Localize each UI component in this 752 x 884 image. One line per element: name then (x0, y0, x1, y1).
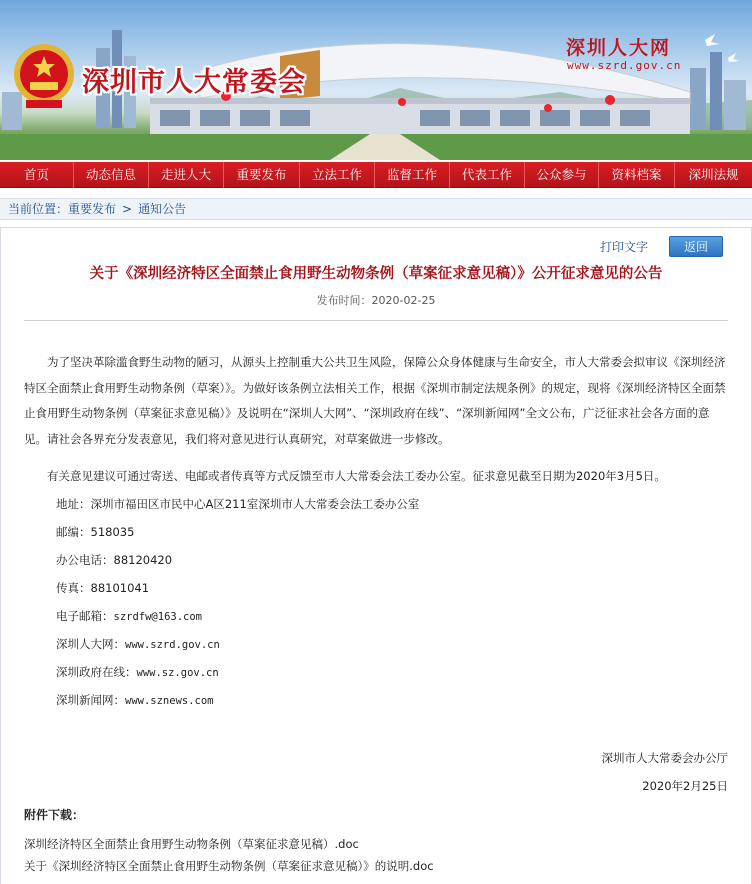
breadcrumb-item-releases[interactable]: 重要发布 (68, 202, 117, 216)
contact-value: 88120420 (113, 553, 173, 567)
contact-value[interactable]: szrdfw@163.com (113, 611, 203, 623)
contact-label: 电子邮箱： (56, 609, 114, 623)
nav-item-home[interactable]: 首页 (0, 162, 74, 188)
nav-item-releases[interactable]: 重要发布 (224, 162, 300, 188)
article-title: 关于《深圳经济特区全面禁止食用野生动物条例（草案征求意见稿）》公开征求意见的公告 (89, 266, 663, 282)
nav-item-supervision[interactable]: 监督工作 (375, 162, 450, 188)
attachment-link-2[interactable]: 关于《深圳经济特区全面禁止食用野生动物条例（草案征求意见稿）》的说明.doc (24, 859, 434, 873)
contact-address (56, 496, 419, 512)
title-divider (24, 320, 728, 321)
nav-item-participation[interactable]: 公众参与 (525, 162, 599, 188)
nav-item-archives[interactable]: 资料档案 (599, 162, 675, 188)
contact-label: 办公电话： (56, 553, 114, 567)
breadcrumb (0, 198, 752, 220)
nav-item-legislation[interactable]: 立法工作 (300, 162, 375, 188)
contact-label: 地址： (56, 497, 91, 511)
print-text-link[interactable]: 打印文字 (600, 240, 649, 254)
contact-fax (56, 580, 149, 596)
breadcrumb-item-notices[interactable]: 通知公告 (138, 202, 187, 216)
signature: 深圳市人大常委会办公厅 (601, 751, 728, 765)
contact-postcode (56, 524, 134, 540)
contact-label: 深圳人大网： (56, 637, 125, 651)
contact-sz-gov-site (56, 664, 219, 680)
sign-date: 2020年2月25日 (642, 779, 728, 793)
article-paragraph-2: 有关意见建议可通过寄送、电邮或者传真等方式反馈至市人大常委会法工委办公室。征求意见截至日期为2020年3月5日。 (47, 469, 666, 483)
nav-item-regulations[interactable]: 深圳法规 (688, 167, 739, 182)
nav-item-news[interactable]: 动态信息 (74, 162, 149, 188)
contact-value[interactable]: www.sz.gov.cn (136, 667, 219, 679)
contact-value: 深圳市福田区市民中心A区211室深圳市人大常委会法工委办公室 (90, 497, 420, 511)
contact-szrd-site (56, 636, 220, 652)
contact-sznews-site (56, 692, 214, 708)
main-nav (0, 162, 752, 188)
contact-label: 传真： (56, 581, 91, 595)
national-emblem-icon (12, 42, 76, 112)
publish-date: 发布时间：2020-02-25 (316, 294, 436, 307)
breadcrumb-prefix: 当前位置： (8, 202, 69, 216)
nav-item-about[interactable]: 走进人大 (149, 162, 224, 188)
contact-phone (56, 552, 172, 568)
contact-label: 邮编： (56, 525, 91, 539)
back-button[interactable]: 返回 (669, 236, 723, 257)
contact-email (56, 608, 202, 624)
nav-item-deputies[interactable]: 代表工作 (450, 162, 525, 188)
contact-value: 518035 (90, 525, 135, 539)
site-domain: www.szrd.gov.cn (567, 59, 682, 72)
contact-value[interactable]: www.szrd.gov.cn (125, 639, 220, 651)
contact-value[interactable]: www.sznews.com (125, 695, 214, 707)
site-title: 深圳市人大常委会 (82, 67, 306, 98)
breadcrumb-separator: > (122, 202, 133, 216)
article-paragraph-1: 为了坚决革除滥食野生动物的陋习，从源头上控制重大公共卫生风险，保障公众身体健康与生命安全，市人大常委会拟审议《深圳经济特区全面禁止食用野生动物条例（草案）》。为做好该条例立法相关工作，根据《深圳市制定法规条例》的规定，现将《深圳经济特区全面禁止食用野生动物条例（草案征求意见稿）》及说明在“深圳人大网”、“深圳政府在线”、“深圳新闻网”全文公布，广泛征求社会各方面的意见。请社会各界充分发表意见，我们将对意见进行认真研究，对草案做进一步修改。 (24, 355, 726, 446)
contact-label: 深圳政府在线： (56, 665, 137, 679)
attachment-link-1[interactable]: 深圳经济特区全面禁止食用野生动物条例（草案征求意见稿）.doc (24, 837, 359, 851)
header-banner (0, 0, 752, 160)
contact-value: 88101041 (90, 581, 150, 595)
brand-logo-text: 深圳人大网 (566, 37, 672, 59)
attachments-title: 附件下载： (24, 808, 85, 822)
contact-label: 深圳新闻网： (56, 693, 125, 707)
